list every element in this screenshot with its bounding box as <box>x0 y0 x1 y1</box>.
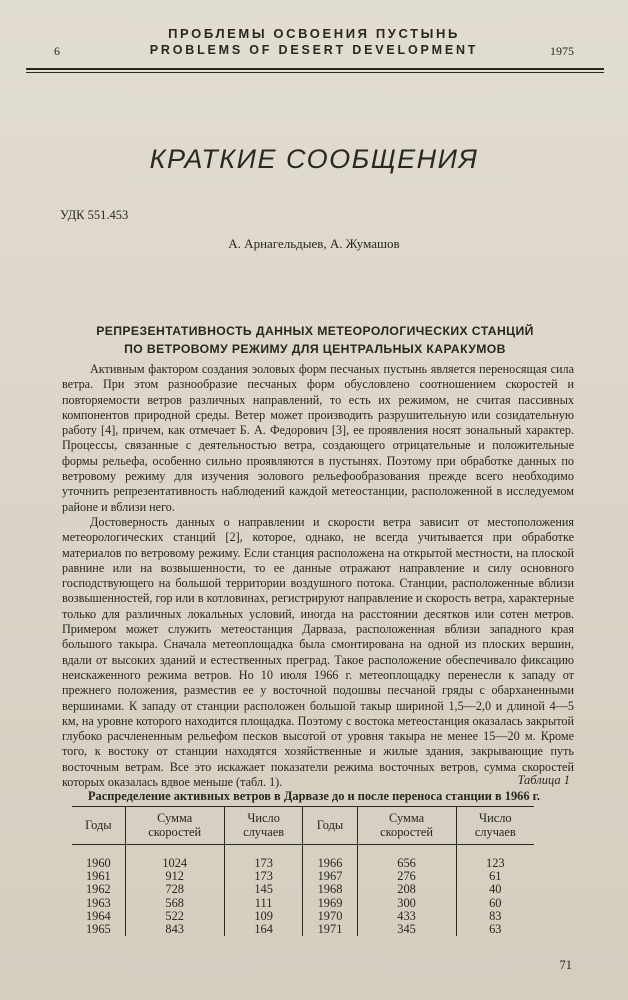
table-cell: 1964 <box>85 908 111 923</box>
authors: А. Арнагельдыев, А. Жумашов <box>228 236 400 251</box>
header-count-2: Число случаев <box>456 807 534 845</box>
page-number: 71 <box>559 958 572 972</box>
article-title <box>40 322 590 358</box>
table-cell: 83 <box>456 910 534 923</box>
wind-data-table <box>72 806 534 936</box>
header-years-2: Годы <box>303 807 357 845</box>
table-cell: 843 <box>125 923 224 936</box>
table-row <box>72 845 534 871</box>
article-title-line-1: РЕПРЕЗЕНТАТИВНОСТЬ ДАННЫХ МЕТЕОРОЛОГИЧЕСКИХ СТАНЦИЙ <box>96 324 534 338</box>
table-cell: 208 <box>357 883 456 896</box>
table-row <box>72 883 534 896</box>
table-cell: 1968 <box>303 883 357 896</box>
section-title: КРАТКИЕ СООБЩЕНИЯ <box>149 144 479 174</box>
header-sum-1: Сумма скоростей <box>125 807 224 845</box>
table-cell: 568 <box>125 897 224 910</box>
table-cell: 173 <box>224 845 303 871</box>
table-cell: 1965 <box>85 922 111 937</box>
udc-code: УДК 551.453 <box>60 208 129 222</box>
article-body <box>62 362 574 790</box>
table-cell: 1024 <box>125 845 224 871</box>
table-cell: 63 <box>456 923 534 936</box>
paragraph-2: Достоверность данных о направлении и скорости ветра зависит от местоположения метеорологических станций [2], которое, однако, не всегда учитывается при обработке материалов по ветровому режиму. Если станция расположена на открытой местности, на плоской равнине или на возвышенности, то ее данные отражают направление и силу основного господствующего на большой территории воздушного потока. Станции, расположенные вблизи возвышенностей, гор или в котловинах, регистрируют направление и скорость ветра, характерные только для различных локальных условий, иногда на расстоянии десятков или сотен метров. Примером может служить метеостанция Дарваза, расположенная вблизи западного края большого такыра. Сначала метеоплощадка была смонтирована на одной из плоских вершин, вдали от высоких зданий и естественных преград. Такое расположение обеспечивало фиксацию неискаженного режима ветров. Но 10 июля 1966 г. метеоплощадку перенесли к западу от прежнего положения, разместив ее у восточной подошвы песчаной гряды с обарханенными вершинами. К западу от станции расположен большой такыр шириной 1,5—2,0 и длиной 4—5 км, на уровне которого находится площадка. Поэтому с востока метеостанция оказалась закрытой глубоко расчлененным рельефом песков высотой от уровня такыра не менее 15—20 м. Кроме того, к востоку от станции находятся хозяйственные и жилые здания, закрывающие путь восточным ветрам. Все это искажает показатели режима восточных ветров, сумма скоростей которых оказалась вдвое меньше (табл. 1). <box>62 514 574 790</box>
table-cell: 522 <box>125 910 224 923</box>
table-cell: 345 <box>357 923 456 936</box>
journal-issue-number: 6 <box>54 44 60 58</box>
journal-year: 1975 <box>550 44 574 58</box>
table-label: Таблица 1 <box>517 773 570 787</box>
table-cell: 123 <box>456 845 534 871</box>
table-cell: 1971 <box>303 923 357 936</box>
header-rule <box>26 68 604 73</box>
table-cell: 61 <box>456 870 534 883</box>
journal-title-en: PROBLEMS OF DESERT DEVELOPMENT <box>149 43 479 57</box>
table-cell: 111 <box>224 897 303 910</box>
table-cell: 164 <box>224 923 303 936</box>
table-cell: 728 <box>125 883 224 896</box>
table-cell: 656 <box>357 845 456 871</box>
table-cell: 276 <box>357 870 456 883</box>
table-cell: 109 <box>224 910 303 923</box>
header-years-1: Годы <box>72 807 125 845</box>
table-cell: 1969 <box>303 897 357 910</box>
table-cell: 60 <box>456 897 534 910</box>
table-header-row <box>72 807 534 845</box>
journal-title-ru: ПРОБЛЕМЫ ОСВОЕНИЯ ПУСТЫНЬ <box>168 26 460 41</box>
article-title-line-2: ПО ВЕТРОВОМУ РЕЖИМУ ДЛЯ ЦЕНТРАЛЬНЫХ КАРАКУМОВ <box>124 342 506 356</box>
table-caption: Распределение активных ветров в Дарвазе до и после переноса станции в 1966 г. <box>87 789 540 803</box>
table-cell: 40 <box>456 883 534 896</box>
table-row <box>72 910 534 923</box>
table-row <box>72 923 534 936</box>
table-row <box>72 870 534 883</box>
table-cell: 300 <box>357 897 456 910</box>
table-cell: 145 <box>224 883 303 896</box>
table-row <box>72 897 534 910</box>
table-cell: 1963 <box>85 895 111 910</box>
table-cell: 1970 <box>303 910 357 923</box>
table-cell: 1967 <box>303 870 357 883</box>
table-cell: 1961 <box>85 869 111 884</box>
header-count-1: Число случаев <box>224 807 303 845</box>
journal-header <box>24 26 604 61</box>
header-sum-2: Сумма скоростей <box>357 807 456 845</box>
table-cell: 1962 <box>85 882 111 897</box>
table-cell: 433 <box>357 910 456 923</box>
table-cell: 1966 <box>303 845 357 871</box>
table-cell: 912 <box>125 870 224 883</box>
table-cell: 1960 <box>85 856 111 870</box>
table-cell: 173 <box>224 870 303 883</box>
paragraph-1: Активным фактором создания эоловых форм песчаных пустынь является переносящая сила ветра. При этом разнообразие песчаных форм обусловлено соотношением скоростей и повторяемости ветров различных направлений, то есть их режимом, не считая пассивных компонентов природной среды. Ветер может производить разрушительную или созидательную работу [4], причем, как отмечает Б. А. Федорович [3], ее проявления носят зональный характер. Процессы, связанные с деятельностью ветра, создающего отрицательные и положительные формы рельефа, особенно сильно проявляются в пустынях. Поэтому при обработке данных по ветровому режиму для изучения эолового рельефообразования прежде всего необходимо уточнить репрезентативность наблюдений каждой метеостанции, расположенной в исследуемом районе и вблизи него. <box>62 362 574 514</box>
table-body <box>72 845 534 937</box>
